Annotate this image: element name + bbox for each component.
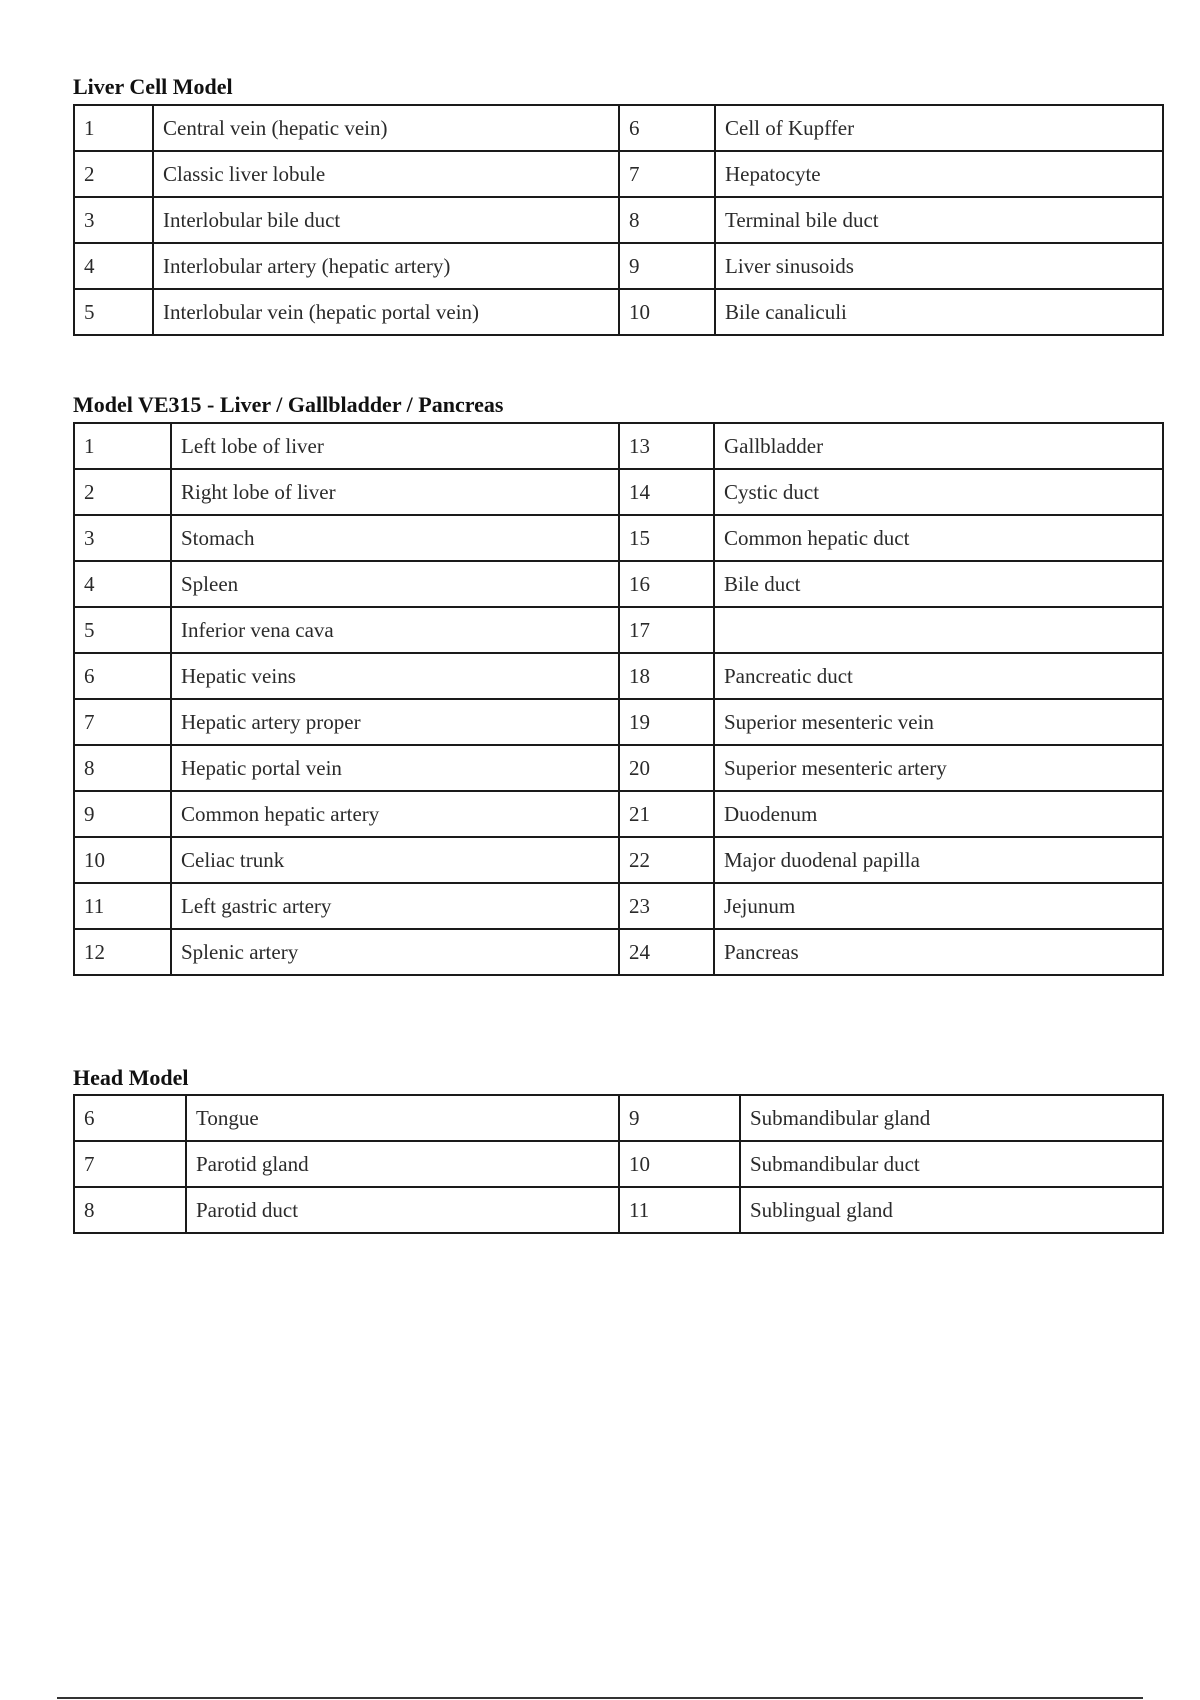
number-cell: 24 — [619, 929, 714, 975]
label-cell: Splenic artery — [171, 929, 619, 975]
number-cell: 3 — [74, 515, 171, 561]
number-cell: 13 — [619, 423, 714, 469]
table-head-model — [73, 1094, 1164, 1234]
number-cell: 4 — [74, 561, 171, 607]
number-cell: 6 — [74, 1095, 186, 1141]
number-cell: 10 — [619, 289, 715, 335]
table-row — [74, 1095, 1163, 1141]
table-row — [74, 929, 1163, 975]
label-cell: Parotid duct — [186, 1187, 619, 1233]
label-cell: Cystic duct — [714, 469, 1163, 515]
table-row — [74, 515, 1163, 561]
number-cell: 8 — [74, 1187, 186, 1233]
table-row — [74, 469, 1163, 515]
number-cell: 15 — [619, 515, 714, 561]
label-cell: Common hepatic artery — [171, 791, 619, 837]
number-cell: 5 — [74, 607, 171, 653]
label-cell: Cell of Kupffer — [715, 105, 1163, 151]
number-cell: 12 — [74, 929, 171, 975]
label-cell: Gallbladder — [714, 423, 1163, 469]
number-cell: 4 — [74, 243, 153, 289]
number-cell: 9 — [74, 791, 171, 837]
number-cell: 1 — [74, 105, 153, 151]
table-row — [74, 607, 1163, 653]
label-cell: Jejunum — [714, 883, 1163, 929]
number-cell: 19 — [619, 699, 714, 745]
number-cell: 14 — [619, 469, 714, 515]
label-cell: Right lobe of liver — [171, 469, 619, 515]
table-row — [74, 699, 1163, 745]
section-title-head-model: Head Model — [73, 1065, 189, 1090]
label-cell: Stomach — [171, 515, 619, 561]
number-cell: 16 — [619, 561, 714, 607]
table-row — [74, 1141, 1163, 1187]
number-cell: 8 — [74, 745, 171, 791]
number-cell: 10 — [619, 1141, 740, 1187]
number-cell: 22 — [619, 837, 714, 883]
number-cell: 10 — [74, 837, 171, 883]
label-cell: Terminal bile duct — [715, 197, 1163, 243]
label-cell: Spleen — [171, 561, 619, 607]
label-cell: Hepatic portal vein — [171, 745, 619, 791]
label-cell: Submandibular duct — [740, 1141, 1163, 1187]
table-row — [74, 243, 1163, 289]
label-cell: Hepatocyte — [715, 151, 1163, 197]
label-cell: Bile canaliculi — [715, 289, 1163, 335]
table-row — [74, 289, 1163, 335]
number-cell: 11 — [74, 883, 171, 929]
number-cell: 7 — [74, 699, 171, 745]
label-cell: Liver sinusoids — [715, 243, 1163, 289]
number-cell: 20 — [619, 745, 714, 791]
label-cell: Hepatic veins — [171, 653, 619, 699]
label-cell: Left gastric artery — [171, 883, 619, 929]
label-cell: Superior mesenteric artery — [714, 745, 1163, 791]
number-cell: 9 — [619, 243, 715, 289]
label-cell: Bile duct — [714, 561, 1163, 607]
label-cell: Major duodenal papilla — [714, 837, 1163, 883]
label-cell: Interlobular artery (hepatic artery) — [153, 243, 619, 289]
label-cell: Common hepatic duct — [714, 515, 1163, 561]
label-cell: Interlobular vein (hepatic portal vein) — [153, 289, 619, 335]
number-cell: 8 — [619, 197, 715, 243]
number-cell: 11 — [619, 1187, 740, 1233]
footer-divider — [57, 1697, 1143, 1699]
number-cell: 23 — [619, 883, 714, 929]
number-cell: 18 — [619, 653, 714, 699]
number-cell: 17 — [619, 607, 714, 653]
number-cell: 9 — [619, 1095, 740, 1141]
number-cell: 7 — [619, 151, 715, 197]
number-cell: 6 — [74, 653, 171, 699]
number-cell: 1 — [74, 423, 171, 469]
label-cell: Superior mesenteric vein — [714, 699, 1163, 745]
number-cell: 7 — [74, 1141, 186, 1187]
table-row — [74, 837, 1163, 883]
label-cell: Inferior vena cava — [171, 607, 619, 653]
table-row — [74, 105, 1163, 151]
label-cell: Parotid gland — [186, 1141, 619, 1187]
table-liver-cell-model — [73, 104, 1164, 336]
table-row — [74, 883, 1163, 929]
number-cell: 2 — [74, 469, 171, 515]
label-cell: Central vein (hepatic vein) — [153, 105, 619, 151]
number-cell: 21 — [619, 791, 714, 837]
label-cell: Hepatic artery proper — [171, 699, 619, 745]
table-row — [74, 197, 1163, 243]
label-cell — [714, 607, 1163, 653]
table-row — [74, 791, 1163, 837]
table-model-ve315 — [73, 422, 1164, 976]
label-cell: Pancreatic duct — [714, 653, 1163, 699]
label-cell: Left lobe of liver — [171, 423, 619, 469]
section-title-model-ve315: Model VE315 - Liver / Gallbladder / Pancreas — [73, 392, 504, 417]
table-row — [74, 151, 1163, 197]
label-cell: Classic liver lobule — [153, 151, 619, 197]
label-cell: Duodenum — [714, 791, 1163, 837]
label-cell: Celiac trunk — [171, 837, 619, 883]
number-cell: 5 — [74, 289, 153, 335]
label-cell: Interlobular bile duct — [153, 197, 619, 243]
table-row — [74, 561, 1163, 607]
number-cell: 6 — [619, 105, 715, 151]
table-row — [74, 423, 1163, 469]
table-row — [74, 1187, 1163, 1233]
table-row — [74, 745, 1163, 791]
number-cell: 2 — [74, 151, 153, 197]
number-cell: 3 — [74, 197, 153, 243]
label-cell: Sublingual gland — [740, 1187, 1163, 1233]
label-cell: Submandibular gland — [740, 1095, 1163, 1141]
section-title-liver-cell-model: Liver Cell Model — [73, 74, 233, 99]
label-cell: Pancreas — [714, 929, 1163, 975]
table-row — [74, 653, 1163, 699]
label-cell: Tongue — [186, 1095, 619, 1141]
